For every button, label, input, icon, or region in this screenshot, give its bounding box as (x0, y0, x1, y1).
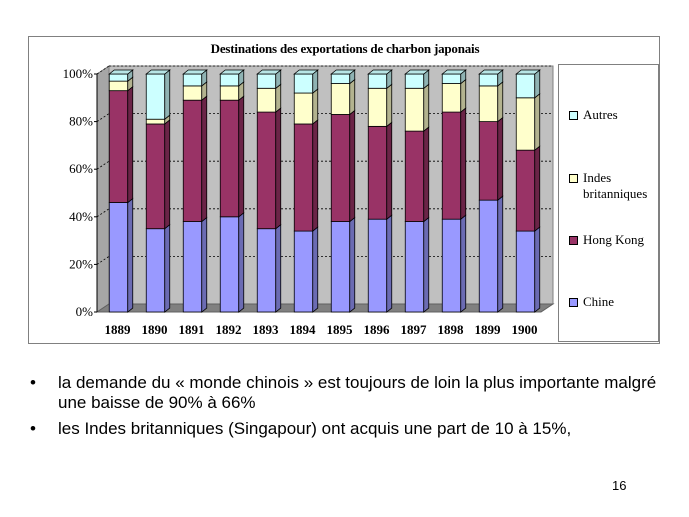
bar-segment (368, 126, 387, 219)
bar-segment-side (202, 218, 207, 312)
bar-segment (183, 74, 202, 86)
bullet-text: la demande du « monde chinois » est toujours de loin la plus importante malgré une baisse de 90% à 66% (58, 373, 657, 412)
bar-segment (109, 74, 128, 81)
x-tick-label: 1892 (215, 322, 242, 337)
bar-segment-side (424, 127, 429, 221)
bar-segment (479, 74, 498, 86)
bar-segment-side (313, 120, 318, 231)
bar-segment (257, 74, 276, 88)
bar-segment (220, 100, 239, 217)
bar-segment (442, 84, 461, 113)
x-tick-label: 1896 (363, 322, 390, 337)
legend-label: Chine (583, 294, 615, 309)
bar-segment-side (165, 225, 170, 312)
bullet-marker: • (30, 419, 36, 438)
bar-segment (405, 222, 424, 312)
y-tick-label: 100% (62, 66, 93, 81)
chart-title: Destinations des exportations de charbon japonais (210, 41, 480, 56)
bar-segment (479, 200, 498, 312)
bar-segment-side (498, 196, 503, 312)
bar-segment-side (276, 108, 281, 229)
bar-segment (368, 219, 387, 312)
bar-segment-side (276, 84, 281, 112)
bar-segment-side (424, 84, 429, 131)
x-tick-label: 1889 (104, 322, 131, 337)
y-tick-label: 20% (69, 256, 93, 272)
bar-segment (331, 114, 350, 221)
x-tick-label: 1899 (474, 322, 501, 337)
bar-segment (331, 84, 350, 115)
bar-segment (220, 86, 239, 100)
bar-segment (257, 229, 276, 312)
bar-segment (183, 100, 202, 221)
bar-segment (257, 88, 276, 112)
bar-segment-side (424, 218, 429, 312)
legend-swatch (569, 236, 578, 245)
bar-segment-side (387, 122, 392, 219)
bullet-item-demand (30, 373, 670, 413)
bullet-item-india (30, 419, 670, 439)
bar-segment-side (165, 70, 170, 119)
bar-segment-side (350, 110, 355, 221)
x-tick-label: 1895 (326, 322, 353, 337)
bar-segment-side (165, 120, 170, 229)
page-number: 16 (612, 478, 627, 493)
chart-side-wall (97, 66, 109, 312)
chart-legend (558, 64, 659, 342)
x-tick-label: 1897 (400, 322, 427, 337)
bar-segment-side (128, 199, 133, 312)
bar-segment (405, 88, 424, 131)
bar-segment (146, 124, 165, 229)
bar-segment (516, 150, 535, 231)
y-tick-label: 80% (69, 113, 93, 129)
y-tick-label: 0% (75, 304, 93, 319)
bar-segment (183, 86, 202, 100)
bar-segment-side (498, 82, 503, 122)
bar-segment (368, 88, 387, 126)
bar-segment (516, 74, 535, 98)
bar-segment (146, 229, 165, 312)
bar-segment-side (313, 89, 318, 124)
legend-label: Autres (583, 107, 618, 122)
chart-frame (28, 36, 660, 344)
bar-segment (146, 74, 165, 119)
bar-segment-side (535, 146, 540, 231)
bar-segment-side (128, 87, 133, 203)
x-tick-label: 1898 (437, 322, 464, 337)
bar-segment (146, 119, 165, 124)
bar-segment-side (498, 118, 503, 201)
x-tick-label: 1891 (178, 322, 205, 337)
bar-segment (109, 81, 128, 91)
bar-segment (368, 74, 387, 88)
bar-segment (183, 222, 202, 312)
bar-segment (479, 122, 498, 201)
bar-segment-side (461, 80, 466, 113)
bar-segment (405, 74, 424, 88)
bar-segment-side (350, 80, 355, 115)
bar-segment-side (350, 218, 355, 312)
bar-segment (479, 86, 498, 122)
bar-segment (257, 112, 276, 229)
bar-segment (516, 98, 535, 150)
bar-segment-side (313, 227, 318, 312)
bar-segment (331, 74, 350, 84)
bar-segment (294, 74, 313, 93)
bar-segment-side (387, 215, 392, 312)
bar-segment (109, 203, 128, 312)
legend-swatch (569, 298, 578, 307)
legend-swatch (569, 174, 578, 183)
legend-label: Indes britanniques (583, 170, 648, 201)
bar-segment-side (276, 225, 281, 312)
bullet-text: les Indes britanniques (Singapour) ont acquis une part de 10 à 15%, (58, 419, 572, 438)
legend-label: Hong Kong (583, 232, 645, 247)
bar-segment-side (239, 96, 244, 217)
bar-segment (109, 91, 128, 203)
y-tick-label: 40% (69, 208, 93, 224)
bar-segment (331, 222, 350, 312)
y-tick-label: 60% (69, 161, 93, 177)
bar-segment (442, 74, 461, 84)
bar-segment (294, 124, 313, 231)
bar-segment-side (535, 70, 540, 98)
bar-segment-side (202, 96, 207, 221)
x-tick-label: 1890 (141, 322, 168, 337)
bullet-marker: • (30, 373, 36, 392)
x-tick-label: 1900 (511, 322, 538, 337)
bar-segment (442, 219, 461, 312)
bar-segment (294, 93, 313, 124)
bar-segment (294, 231, 313, 312)
bar-segment-side (239, 213, 244, 312)
bar-segment (405, 131, 424, 221)
bar-segment (220, 217, 239, 312)
bar-segment-side (461, 215, 466, 312)
bar-segment (442, 112, 461, 219)
bar-segment-side (461, 108, 466, 219)
legend-swatch (569, 111, 578, 120)
bar-segment-side (535, 94, 540, 150)
bar-segment-side (387, 84, 392, 126)
x-tick-label: 1894 (289, 322, 316, 337)
x-tick-label: 1893 (252, 322, 279, 337)
bar-segment (220, 74, 239, 86)
bar-segment-side (535, 227, 540, 312)
bar-segment (516, 231, 535, 312)
bullet-list (30, 373, 670, 445)
